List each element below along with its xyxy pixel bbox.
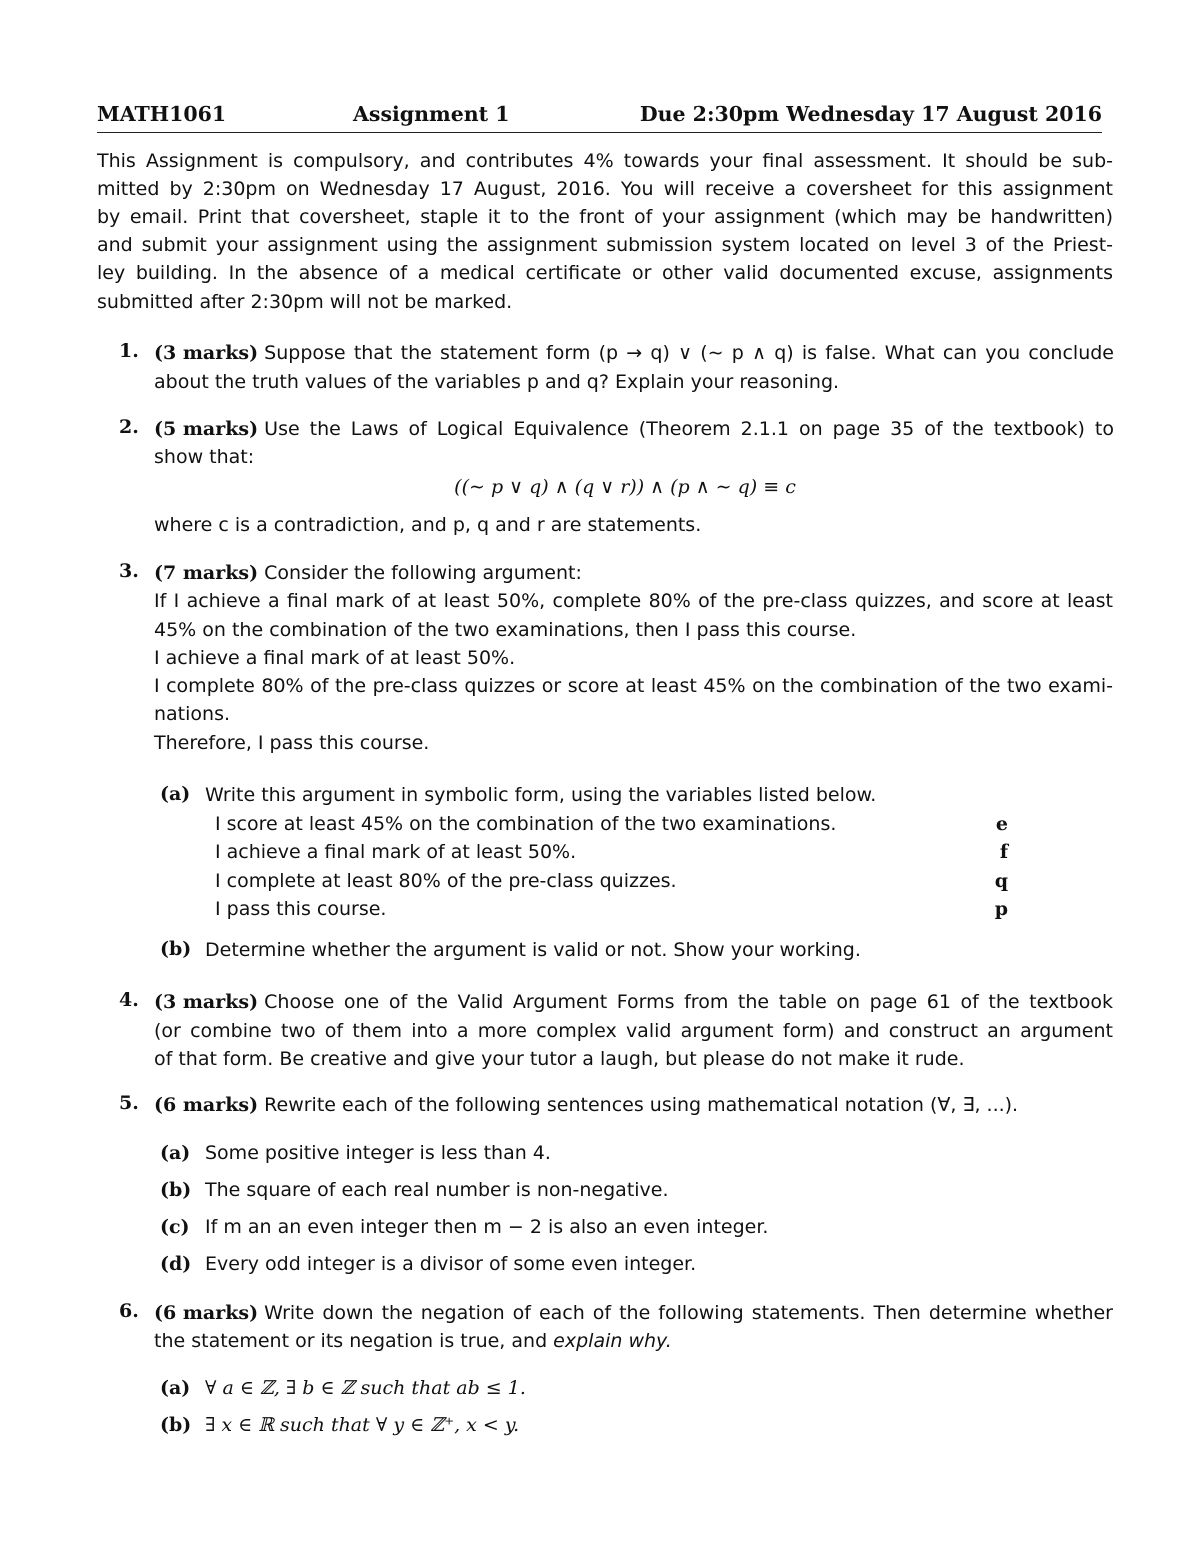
question-number: 3. xyxy=(119,560,139,582)
part-text: Determine whether the argument is valid or not. Show your working. xyxy=(205,939,861,961)
argument-line: nations. xyxy=(154,703,231,725)
part-text: Write this argument in symbolic form, using the variables listed below. xyxy=(205,784,877,806)
intro-line: submitted after 2:30pm will not be marked. xyxy=(97,291,513,313)
question-text: Rewrite each of the following sentences using mathematical notation (∀, ∃, ...). xyxy=(264,1094,1019,1116)
question-marks: (6 marks) xyxy=(154,1094,259,1116)
argument-line: 45% on the combination of the two examinations, then I pass this course. xyxy=(154,619,857,641)
part-label: (b) xyxy=(160,938,192,960)
part-label: (a) xyxy=(160,1377,191,1399)
question-text: about the truth values of the variables p and q? Explain your reasoning. xyxy=(154,371,840,393)
part-label: (c) xyxy=(160,1216,190,1238)
question-text: Write down the negation of each of the following statements. Then determine whether xyxy=(264,1302,1113,1324)
argument-line: If I achieve a final mark of at least 50%, complete 80% of the pre-class quizzes, and score at least xyxy=(154,590,1113,612)
question-marks: (5 marks) xyxy=(154,418,259,440)
variable-symbol: e xyxy=(995,813,1008,835)
page-header xyxy=(97,102,1102,133)
part-text: Some positive integer is less than 4. xyxy=(205,1142,551,1164)
question-text: Choose one of the Valid Argument Forms from the table on page 61 of the textbook xyxy=(264,991,1113,1013)
question-number: 1. xyxy=(119,340,139,362)
variable-row xyxy=(215,898,1008,926)
question-text: the statement or its negation is true, and xyxy=(154,1330,554,1352)
argument-line: I complete 80% of the pre-class quizzes or score at least 45% on the combination of the two exami- xyxy=(154,675,1113,697)
variable-description: I complete at least 80% of the pre-class quizzes. xyxy=(215,870,677,892)
question-text: Use the Laws of Logical Equivalence (Theorem 2.1.1 on page 35 of the textbook) to xyxy=(264,418,1114,440)
argument-line: I achieve a final mark of at least 50%. xyxy=(154,647,516,669)
question-marks: (7 marks) xyxy=(154,562,259,584)
part-formula: ∀ a ∈ ℤ, ∃ b ∈ ℤ such that ab ≤ 1. xyxy=(205,1377,526,1399)
part-label: (b) xyxy=(160,1179,192,1201)
question-text: Suppose that the statement form (p → q) ∨ (∼ p ∧ q) is false. What can you conclude xyxy=(264,342,1114,364)
variable-symbol: q xyxy=(994,870,1008,892)
variable-row xyxy=(215,813,1008,841)
course-code: MATH1061 xyxy=(97,102,227,126)
argument-line: Therefore, I pass this course. xyxy=(154,732,430,754)
variable-description: I pass this course. xyxy=(215,898,387,920)
question-marks: (6 marks) xyxy=(154,1302,259,1324)
assignment-title: Assignment 1 xyxy=(353,102,510,126)
question-number: 2. xyxy=(119,416,139,438)
question-number: 6. xyxy=(119,1300,139,1322)
part-label: (a) xyxy=(160,783,191,805)
part-text: Every odd integer is a divisor of some even integer. xyxy=(205,1253,697,1275)
variable-row xyxy=(215,870,1008,898)
question-text: Consider the following argument: xyxy=(264,562,582,584)
emphasis-text: explain why. xyxy=(553,1330,672,1352)
part-label: (b) xyxy=(160,1414,192,1436)
intro-line: by email. Print that coversheet, staple it to the front of your assignment (which may be handwritten) xyxy=(97,206,1113,228)
due-date: Due 2:30pm Wednesday 17 August 2016 xyxy=(639,102,1102,126)
question-text: where c is a contradiction, and p, q and r are statements. xyxy=(154,514,702,536)
equivalence-formula: ((∼ p ∨ q) ∧ (q ∨ r)) ∧ (p ∧ ∼ q) ≡ c xyxy=(454,476,796,498)
variable-symbol: f xyxy=(999,841,1008,863)
part-text: If m an an even integer then m − 2 is also an even integer. xyxy=(205,1216,769,1238)
variable-symbol: p xyxy=(994,898,1008,920)
part-label: (a) xyxy=(160,1142,191,1164)
question-text: of that form. Be creative and give your tutor a laugh, but please do not make it rude. xyxy=(154,1048,965,1070)
part-label: (d) xyxy=(160,1253,192,1275)
part-text: The square of each real number is non-negative. xyxy=(205,1179,669,1201)
variable-row xyxy=(215,841,1008,869)
intro-line: and submit your assignment using the assignment submission system located on level 3 of the Priest- xyxy=(97,234,1113,256)
question-number: 5. xyxy=(119,1092,139,1114)
question-marks: (3 marks) xyxy=(154,342,259,364)
intro-line: ley building. In the absence of a medical certificate or other valid documented excuse, assignments xyxy=(97,262,1113,284)
part-formula: ∃ x ∈ ℝ such that ∀ y ∈ ℤ⁺, x < y. xyxy=(205,1414,520,1436)
intro-line: This Assignment is compulsory, and contributes 4% towards your final assessment. It should be sub- xyxy=(97,150,1113,172)
variable-description: I achieve a final mark of at least 50%. xyxy=(215,841,577,863)
variable-description: I score at least 45% on the combination of the two examinations. xyxy=(215,813,837,835)
intro-line: mitted by 2:30pm on Wednesday 17 August, 2016. You will receive a coversheet for this assignment xyxy=(97,178,1113,200)
question-text: show that: xyxy=(154,446,255,468)
question-number: 4. xyxy=(119,989,139,1011)
question-text: (or combine two of them into a more complex valid argument form) and construct an argument xyxy=(154,1020,1113,1042)
question-marks: (3 marks) xyxy=(154,991,259,1013)
